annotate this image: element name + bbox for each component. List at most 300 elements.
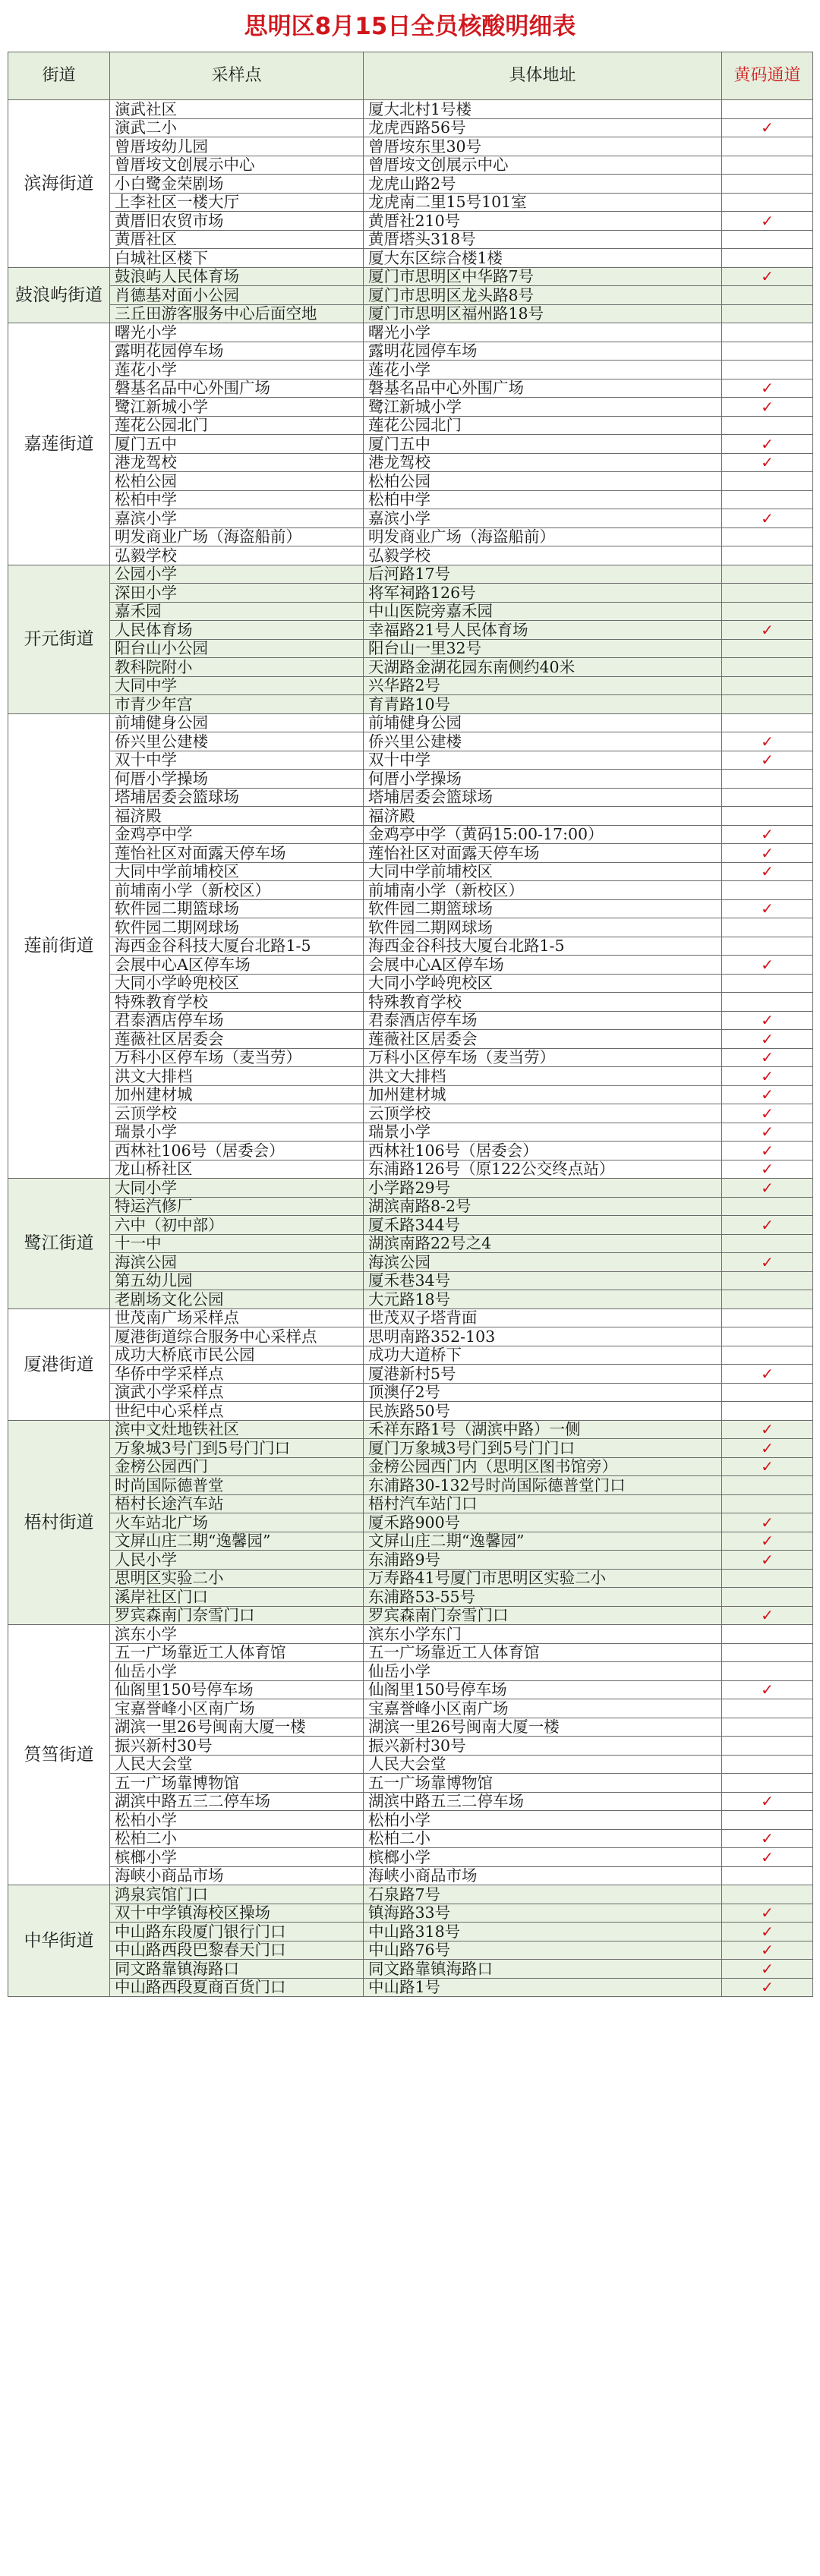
site-address: 云顶学校 (364, 1104, 722, 1123)
yellow-channel-check-icon: ✓ (722, 1142, 813, 1160)
table-row (8, 546, 813, 565)
site-address: 石泉路7号 (364, 1885, 722, 1904)
site-name: 中山路东段厦门银行门口 (110, 1923, 364, 1941)
site-name: 莲花小学 (110, 361, 364, 379)
street-name: 嘉莲街道 (8, 323, 110, 565)
yellow-channel-check-icon: ✓ (722, 1848, 813, 1867)
table-row (8, 286, 813, 305)
site-address: 港龙驾校 (364, 453, 722, 472)
site-address: 万科小区停车场（麦当劳） (364, 1048, 722, 1067)
table-row (8, 1457, 813, 1476)
site-address: 厦门市思明区福州路18号 (364, 304, 722, 323)
site-address: 东浦路53-55号 (364, 1588, 722, 1607)
yellow-channel-cell (722, 602, 813, 621)
yellow-channel-cell (722, 230, 813, 249)
table-row (8, 1346, 813, 1365)
site-name: 湖滨中路五三二停车场 (110, 1792, 364, 1811)
site-name: 前埔健身公园 (110, 713, 364, 732)
site-name: 六中（初中部） (110, 1216, 364, 1235)
site-address: 黄厝社210号 (364, 212, 722, 231)
site-name: 三丘田游客服务中心后面空地 (110, 304, 364, 323)
site-address: 五一广场靠近工人体育馆 (364, 1643, 722, 1662)
table-row (8, 1829, 813, 1848)
site-name: 罗宾森南门奈雪门口 (110, 1606, 364, 1625)
site-name: 槟榔小学 (110, 1848, 364, 1867)
site-address: 文屏山庄二期“逸馨园” (364, 1532, 722, 1551)
table-row (8, 1402, 813, 1421)
site-address: 湖滨中路五三二停车场 (364, 1792, 722, 1811)
testing-site-table (8, 52, 813, 1997)
site-address: 双十中学 (364, 751, 722, 770)
table-row (8, 1011, 813, 1030)
site-name: 中山路西段巴黎春天门口 (110, 1941, 364, 1960)
table-row (8, 732, 813, 751)
site-name: 鸿泉宾馆门口 (110, 1885, 364, 1904)
table-row (8, 1625, 813, 1644)
site-address: 福济殿 (364, 807, 722, 826)
site-address: 松柏二小 (364, 1829, 722, 1848)
yellow-channel-cell (722, 156, 813, 175)
yellow-channel-check-icon: ✓ (722, 751, 813, 770)
site-address: 龙虎山路2号 (364, 175, 722, 194)
table-row (8, 1476, 813, 1495)
yellow-channel-check-icon: ✓ (722, 118, 813, 137)
yellow-channel-check-icon: ✓ (722, 1551, 813, 1570)
header-address: 具体地址 (364, 52, 722, 100)
yellow-channel-check-icon: ✓ (722, 956, 813, 975)
site-address: 万寿路41号厦门市思明区实验二小 (364, 1569, 722, 1588)
site-address: 鹭江新城小学 (364, 398, 722, 417)
site-address: 仙阁里150号停车场 (364, 1680, 722, 1699)
site-address: 仙岳小学 (364, 1662, 722, 1681)
table-row (8, 1234, 813, 1253)
site-address: 中山路318号 (364, 1923, 722, 1941)
site-address: 厦港新村5号 (364, 1365, 722, 1384)
table-row (8, 1904, 813, 1923)
site-name: 华侨中学采样点 (110, 1365, 364, 1384)
site-address: 海滨公园 (364, 1253, 722, 1272)
table-row (8, 212, 813, 231)
header-yellow-channel: 黄码通道 (722, 52, 813, 100)
table-row (8, 751, 813, 770)
yellow-channel-cell (722, 639, 813, 658)
yellow-channel-cell (722, 1383, 813, 1402)
site-address: 大同中学前埔校区 (364, 862, 722, 881)
table-row (8, 825, 813, 844)
table-row (8, 993, 813, 1012)
yellow-channel-check-icon: ✓ (722, 398, 813, 417)
site-name: 演武社区 (110, 100, 364, 119)
table-row (8, 1085, 813, 1104)
table-row (8, 1588, 813, 1607)
site-name: 同文路靠镇海路口 (110, 1960, 364, 1979)
yellow-channel-check-icon: ✓ (722, 1253, 813, 1272)
yellow-channel-cell (722, 1346, 813, 1365)
table-body (8, 100, 813, 1997)
site-name: 莲薇社区居委会 (110, 1030, 364, 1049)
site-address: 人民大会堂 (364, 1755, 722, 1774)
street-name: 中华街道 (8, 1885, 110, 1997)
site-name: 演武二小 (110, 118, 364, 137)
site-address: 加州建材城 (364, 1085, 722, 1104)
yellow-channel-check-icon: ✓ (722, 1216, 813, 1235)
site-name: 海西金谷科技大厦台北路1-5 (110, 937, 364, 956)
yellow-channel-check-icon: ✓ (722, 825, 813, 844)
site-name: 老剧场文化公园 (110, 1290, 364, 1309)
site-address: 同文路靠镇海路口 (364, 1960, 722, 1979)
site-name: 肖德基对面小公园 (110, 286, 364, 305)
site-name: 嘉禾园 (110, 602, 364, 621)
site-name: 演武小学采样点 (110, 1383, 364, 1402)
site-name: 人民大会堂 (110, 1755, 364, 1774)
table-row (8, 1941, 813, 1960)
table-row (8, 1123, 813, 1142)
site-address: 中山医院旁嘉禾园 (364, 602, 722, 621)
site-address: 世茂双子塔背面 (364, 1308, 722, 1327)
site-address: 槟榔小学 (364, 1848, 722, 1867)
yellow-channel-check-icon: ✓ (722, 435, 813, 454)
table-row (8, 249, 813, 268)
table-row (8, 1792, 813, 1811)
site-address: 洪文大排档 (364, 1067, 722, 1086)
yellow-channel-check-icon: ✓ (722, 732, 813, 751)
site-name: 何厝小学操场 (110, 770, 364, 789)
yellow-channel-cell (722, 1811, 813, 1830)
table-row (8, 323, 813, 342)
site-name: 思明区实验二小 (110, 1569, 364, 1588)
site-name: 海滨公园 (110, 1253, 364, 1272)
site-name: 鼓浪屿人民体育场 (110, 267, 364, 286)
site-name: 龙山桥社区 (110, 1160, 364, 1179)
yellow-channel-check-icon: ✓ (722, 1420, 813, 1439)
site-address: 黄厝塔头318号 (364, 230, 722, 249)
site-name: 万象城3号门到5号门门口 (110, 1439, 364, 1458)
table-row (8, 1737, 813, 1756)
site-address: 嘉滨小学 (364, 509, 722, 528)
site-name: 上李社区一楼大厅 (110, 193, 364, 212)
site-name: 厦门五中 (110, 435, 364, 454)
site-name: 教科院附小 (110, 658, 364, 677)
site-name: 大同中学 (110, 676, 364, 695)
yellow-channel-check-icon: ✓ (722, 844, 813, 863)
site-name: 君泰酒店停车场 (110, 1011, 364, 1030)
site-name: 小白鹭金荣剧场 (110, 175, 364, 194)
yellow-channel-check-icon: ✓ (722, 1085, 813, 1104)
site-address: 幸福路21号人民体育场 (364, 621, 722, 640)
yellow-channel-cell (722, 286, 813, 305)
yellow-channel-cell (722, 1308, 813, 1327)
site-address: 曾厝垵东里30号 (364, 137, 722, 156)
table-row (8, 1290, 813, 1309)
site-address: 育青路10号 (364, 695, 722, 714)
yellow-channel-cell (722, 937, 813, 956)
yellow-channel-check-icon: ✓ (722, 899, 813, 918)
site-address: 明发商业广场（海盗船前） (364, 527, 722, 546)
table-row (8, 770, 813, 789)
yellow-channel-cell (722, 100, 813, 119)
site-name: 软件园二期网球场 (110, 918, 364, 937)
site-name: 嘉滨小学 (110, 509, 364, 528)
site-address: 软件园二期网球场 (364, 918, 722, 937)
site-address: 莲怡社区对面露天停车场 (364, 844, 722, 863)
table-row (8, 1197, 813, 1216)
site-address: 前埔健身公园 (364, 713, 722, 732)
table-row (8, 267, 813, 286)
site-name: 双十中学镇海校区操场 (110, 1904, 364, 1923)
site-address: 顶澳仔2号 (364, 1383, 722, 1402)
yellow-channel-cell (722, 546, 813, 565)
site-address: 松柏中学 (364, 490, 722, 509)
table-row (8, 342, 813, 361)
site-name: 莲怡社区对面露天停车场 (110, 844, 364, 863)
street-name: 筼筜街道 (8, 1625, 110, 1885)
site-name: 弘毅学校 (110, 546, 364, 565)
yellow-channel-check-icon: ✓ (722, 509, 813, 528)
site-name: 福济殿 (110, 807, 364, 826)
site-address: 大同小学岭兜校区 (364, 974, 722, 993)
table-row (8, 435, 813, 454)
site-name: 深田小学 (110, 584, 364, 603)
site-address: 瑞景小学 (364, 1123, 722, 1142)
site-name: 五一广场靠博物馆 (110, 1774, 364, 1793)
yellow-channel-check-icon: ✓ (722, 1067, 813, 1086)
table-row (8, 453, 813, 472)
table-row (8, 1551, 813, 1570)
site-name: 仙阁里150号停车场 (110, 1680, 364, 1699)
street-name: 厦港街道 (8, 1308, 110, 1420)
yellow-channel-cell (722, 1885, 813, 1904)
site-name: 曾厝垵文创展示中心 (110, 156, 364, 175)
table-row (8, 1662, 813, 1681)
street-name: 滨海街道 (8, 100, 110, 268)
site-name: 曙光小学 (110, 323, 364, 342)
yellow-channel-cell (722, 1197, 813, 1216)
yellow-channel-cell (722, 788, 813, 807)
site-address: 梧村汽车站门口 (364, 1494, 722, 1513)
table-row (8, 1643, 813, 1662)
table-row (8, 1439, 813, 1458)
table-row (8, 881, 813, 900)
site-name: 人民体育场 (110, 621, 364, 640)
table-row (8, 695, 813, 714)
table-row (8, 844, 813, 863)
site-name: 松柏小学 (110, 1811, 364, 1830)
site-name: 洪文大排档 (110, 1067, 364, 1086)
yellow-channel-check-icon: ✓ (722, 1179, 813, 1198)
site-name: 大同中学前埔校区 (110, 862, 364, 881)
yellow-channel-check-icon: ✓ (722, 212, 813, 231)
site-address: 厦门市思明区中华路7号 (364, 267, 722, 286)
yellow-channel-check-icon: ✓ (722, 1923, 813, 1941)
yellow-channel-cell (722, 993, 813, 1012)
site-address: 会展中心A区停车场 (364, 956, 722, 975)
site-name: 莲花公园北门 (110, 416, 364, 435)
yellow-channel-cell (722, 1569, 813, 1588)
table-row (8, 361, 813, 379)
site-address: 将军祠路126号 (364, 584, 722, 603)
table-row (8, 639, 813, 658)
table-row (8, 1774, 813, 1793)
site-name: 特殊教育学校 (110, 993, 364, 1012)
site-name: 十一中 (110, 1234, 364, 1253)
table-row (8, 621, 813, 640)
table-row (8, 1216, 813, 1235)
table-row (8, 527, 813, 546)
yellow-channel-cell (722, 1643, 813, 1662)
table-row (8, 1308, 813, 1327)
site-name: 滨中文灶地铁社区 (110, 1420, 364, 1439)
site-address: 前埔南小学（新校区） (364, 881, 722, 900)
site-address: 厦大东区综合楼1楼 (364, 249, 722, 268)
site-address: 西林社106号（居委会） (364, 1142, 722, 1160)
yellow-channel-check-icon: ✓ (722, 1904, 813, 1923)
street-name: 鼓浪屿街道 (8, 267, 110, 323)
yellow-channel-cell (722, 1718, 813, 1737)
table-row (8, 175, 813, 194)
table-row (8, 398, 813, 417)
site-address: 松柏公园 (364, 472, 722, 491)
table-row (8, 1532, 813, 1551)
table-row (8, 1253, 813, 1272)
site-name: 港龙驾校 (110, 453, 364, 472)
table-row (8, 490, 813, 509)
table-row (8, 1494, 813, 1513)
site-name: 特运汽修厂 (110, 1197, 364, 1216)
yellow-channel-cell (722, 1774, 813, 1793)
table-row (8, 1104, 813, 1123)
site-address: 阳台山一里32号 (364, 639, 722, 658)
table-row (8, 1513, 813, 1532)
yellow-channel-check-icon: ✓ (722, 1513, 813, 1532)
table-row (8, 193, 813, 212)
site-name: 金榜公园西门 (110, 1457, 364, 1476)
table-row (8, 379, 813, 398)
yellow-channel-cell (722, 175, 813, 194)
yellow-channel-check-icon: ✓ (722, 1792, 813, 1811)
table-row (8, 156, 813, 175)
yellow-channel-check-icon: ✓ (722, 1123, 813, 1142)
site-name: 软件园二期篮球场 (110, 899, 364, 918)
table-row (8, 658, 813, 677)
site-name: 万科小区停车场（麦当劳） (110, 1048, 364, 1067)
site-name: 磐基名品中心外围广场 (110, 379, 364, 398)
site-name: 鹭江新城小学 (110, 398, 364, 417)
table-row (8, 899, 813, 918)
yellow-channel-cell (722, 1290, 813, 1309)
site-name: 金鸡亭中学 (110, 825, 364, 844)
site-address: 侨兴里公建楼 (364, 732, 722, 751)
table-row (8, 584, 813, 603)
site-name: 人民小学 (110, 1551, 364, 1570)
yellow-channel-check-icon: ✓ (722, 1365, 813, 1384)
table-row (8, 1067, 813, 1086)
table-row (8, 1383, 813, 1402)
yellow-channel-cell (722, 1866, 813, 1885)
street-name: 梧村街道 (8, 1420, 110, 1625)
table-row (8, 1160, 813, 1179)
table-row (8, 1569, 813, 1588)
site-name: 松柏公园 (110, 472, 364, 491)
site-name: 白城社区楼下 (110, 249, 364, 268)
yellow-channel-cell (722, 1662, 813, 1681)
table-row (8, 676, 813, 695)
site-address: 金榜公园西门内（思明区图书馆旁） (364, 1457, 722, 1476)
table-row (8, 230, 813, 249)
header-street: 街道 (8, 52, 110, 100)
site-name: 会展中心A区停车场 (110, 956, 364, 975)
yellow-channel-check-icon: ✓ (722, 1532, 813, 1551)
table-row (8, 1699, 813, 1718)
table-row (8, 416, 813, 435)
yellow-channel-check-icon: ✓ (722, 1829, 813, 1848)
site-address: 滨东小学东门 (364, 1625, 722, 1644)
site-name: 火车站北广场 (110, 1513, 364, 1532)
site-name: 第五幼儿园 (110, 1271, 364, 1290)
site-address: 曾厝垵文创展示中心 (364, 156, 722, 175)
yellow-channel-cell (722, 1737, 813, 1756)
site-name: 侨兴里公建楼 (110, 732, 364, 751)
table-row (8, 1048, 813, 1067)
site-address: 塔埔居委会篮球场 (364, 788, 722, 807)
site-address: 龙虎南二里15号101室 (364, 193, 722, 212)
site-address: 中山路76号 (364, 1941, 722, 1960)
site-name: 松柏二小 (110, 1829, 364, 1848)
table-row (8, 565, 813, 584)
site-address: 东浦路9号 (364, 1551, 722, 1570)
table-row (8, 974, 813, 993)
site-name: 黄厝社区 (110, 230, 364, 249)
table-row (8, 1327, 813, 1346)
site-name: 成功大桥底市民公园 (110, 1346, 364, 1365)
table-row (8, 1680, 813, 1699)
page-title: 思明区8月15日全员核酸明细表 (244, 13, 576, 40)
site-address: 海峡小商品市场 (364, 1866, 722, 1885)
site-address: 特殊教育学校 (364, 993, 722, 1012)
site-address: 磐基名品中心外围广场 (364, 379, 722, 398)
table-row (8, 1866, 813, 1885)
yellow-channel-cell (722, 1327, 813, 1346)
yellow-channel-check-icon: ✓ (722, 1978, 813, 1997)
site-address: 厦门五中 (364, 435, 722, 454)
site-name: 溪岸社区门口 (110, 1588, 364, 1607)
site-address: 厦门市思明区龙头路8号 (364, 286, 722, 305)
site-name: 黄厝旧农贸市场 (110, 212, 364, 231)
site-address: 湖滨一里26号闽南大厦一楼 (364, 1718, 722, 1737)
table-row (8, 918, 813, 937)
yellow-channel-cell (722, 193, 813, 212)
site-address: 后河路17号 (364, 565, 722, 584)
yellow-channel-cell (722, 1494, 813, 1513)
table-row (8, 862, 813, 881)
table-row (8, 1365, 813, 1384)
site-address: 君泰酒店停车场 (364, 1011, 722, 1030)
yellow-channel-check-icon: ✓ (722, 1457, 813, 1476)
yellow-channel-check-icon: ✓ (722, 1104, 813, 1123)
yellow-channel-cell (722, 416, 813, 435)
site-address: 罗宾森南门奈雪门口 (364, 1606, 722, 1625)
yellow-channel-cell (722, 323, 813, 342)
header-site: 采样点 (110, 52, 364, 100)
street-name: 鹭江街道 (8, 1179, 110, 1309)
site-name: 世茂南广场采样点 (110, 1308, 364, 1327)
site-name: 梧村长途汽车站 (110, 1494, 364, 1513)
site-address: 松柏小学 (364, 1811, 722, 1830)
yellow-channel-check-icon: ✓ (722, 1680, 813, 1699)
yellow-channel-cell (722, 807, 813, 826)
table-row (8, 1848, 813, 1867)
site-address: 露明花园停车场 (364, 342, 722, 361)
site-address: 莲花公园北门 (364, 416, 722, 435)
